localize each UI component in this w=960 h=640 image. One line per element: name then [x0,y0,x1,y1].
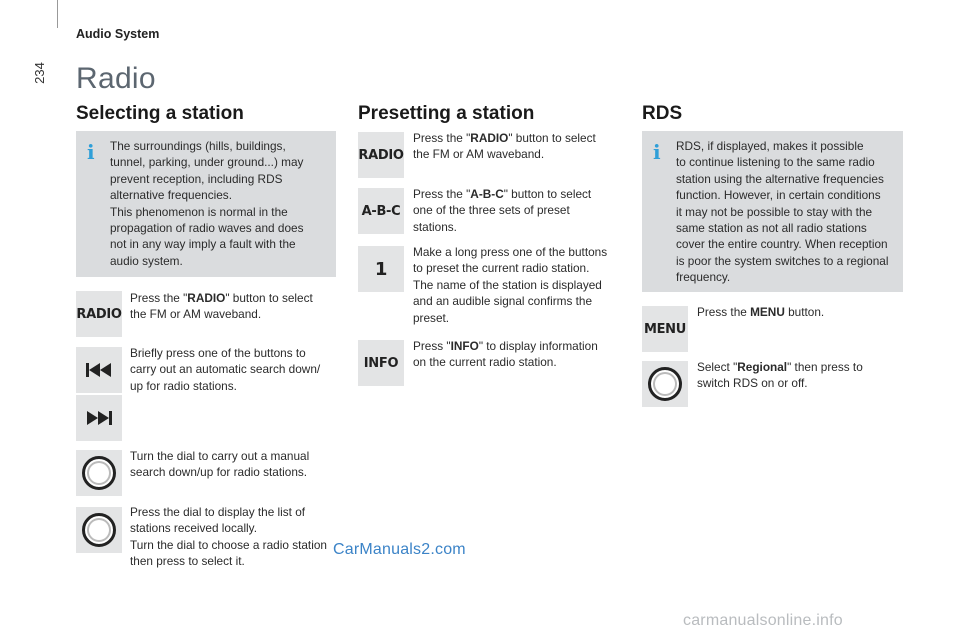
step-preset-store: Make a long press one of the buttons to preset the current radio station. The name of the station is displayed and an audible signal confirms the preset. [413,245,608,325]
seek-back-button[interactable] [76,347,122,393]
menu-button[interactable] [642,306,688,352]
section-label: Audio System [76,27,160,41]
seek-forward-button[interactable] [76,395,122,441]
info-icon: i [653,140,661,164]
dial-turn[interactable] [76,450,122,496]
radio-button-label: RADIO [76,306,122,322]
radio-button[interactable] [358,132,404,178]
info-box-reception [76,131,336,277]
radio-button-label: RADIO [358,147,404,163]
step-toggle-rds: Select "Regional" then press to switch RDS on or off. [697,360,863,391]
step-open-menu: Press the MENU button. [697,305,825,319]
page-title: Radio [76,62,156,95]
info-icon: i [87,140,95,164]
step-station-list: Press the dial to display the list of stations received locally. Turn the dial to choose a radio station then press to select it. [130,505,327,569]
dial-select[interactable] [642,361,688,407]
watermark-carmanualsonline: carmanualsonline.info [683,612,843,629]
watermark-carmanuals2: CarManuals2.com [333,541,466,558]
presetting-station-heading: Presetting a station [358,103,535,124]
step-preset-sets: Press the "A-B-C" button to select one of the three sets of preset stations. [413,187,592,234]
radio-button[interactable] [76,291,122,337]
step-select-waveband: Press the "RADIO" button to select the FM or AM waveband. [130,291,313,322]
step-preset-waveband: Press the "RADIO" button to select the FM or AM waveband. [413,131,596,162]
dial-press[interactable] [76,507,122,553]
skip-forward-icon [84,409,114,427]
dial-icon [82,456,116,490]
info-box-text: The surroundings (hills, buildings, tunnel, parking, under ground...) may prevent reception, including RDS alternative frequencies. This phenomenon is normal in the propagation of radio waves and does not in any way imply a fault with the audio system. [110,139,304,268]
menu-button-label: MENU [643,321,687,337]
dial-icon [82,513,116,547]
preset-1-label: 1 [374,258,388,280]
skip-back-icon [84,361,114,379]
abc-button[interactable] [358,188,404,234]
margin-rule [57,0,58,28]
abc-button-label: A-B-C [361,203,401,219]
preset-1-button[interactable] [358,246,404,292]
info-box-text: RDS, if displayed, makes it possible to continue listening to the same radio station using the alternative frequencies function. However, in certain conditions it may not be possible to stay with the same station as not all radio stations cover the entire country. When reception is poor the system switches to a regional frequency. [676,139,889,285]
rds-heading: RDS [642,103,683,124]
step-auto-search: Briefly press one of the buttons to carry out an automatic search down/ up for radio stations. [130,346,321,393]
step-station-info: Press "INFO" to display information on the current radio station. [413,339,598,370]
page-number: 234 [32,62,47,84]
info-button[interactable] [358,340,404,386]
dial-icon [648,367,682,401]
info-button-label: INFO [363,355,399,371]
info-box-rds [642,131,903,292]
step-manual-search: Turn the dial to carry out a manual search down/up for radio stations. [130,449,310,480]
selecting-station-heading: Selecting a station [76,103,244,124]
